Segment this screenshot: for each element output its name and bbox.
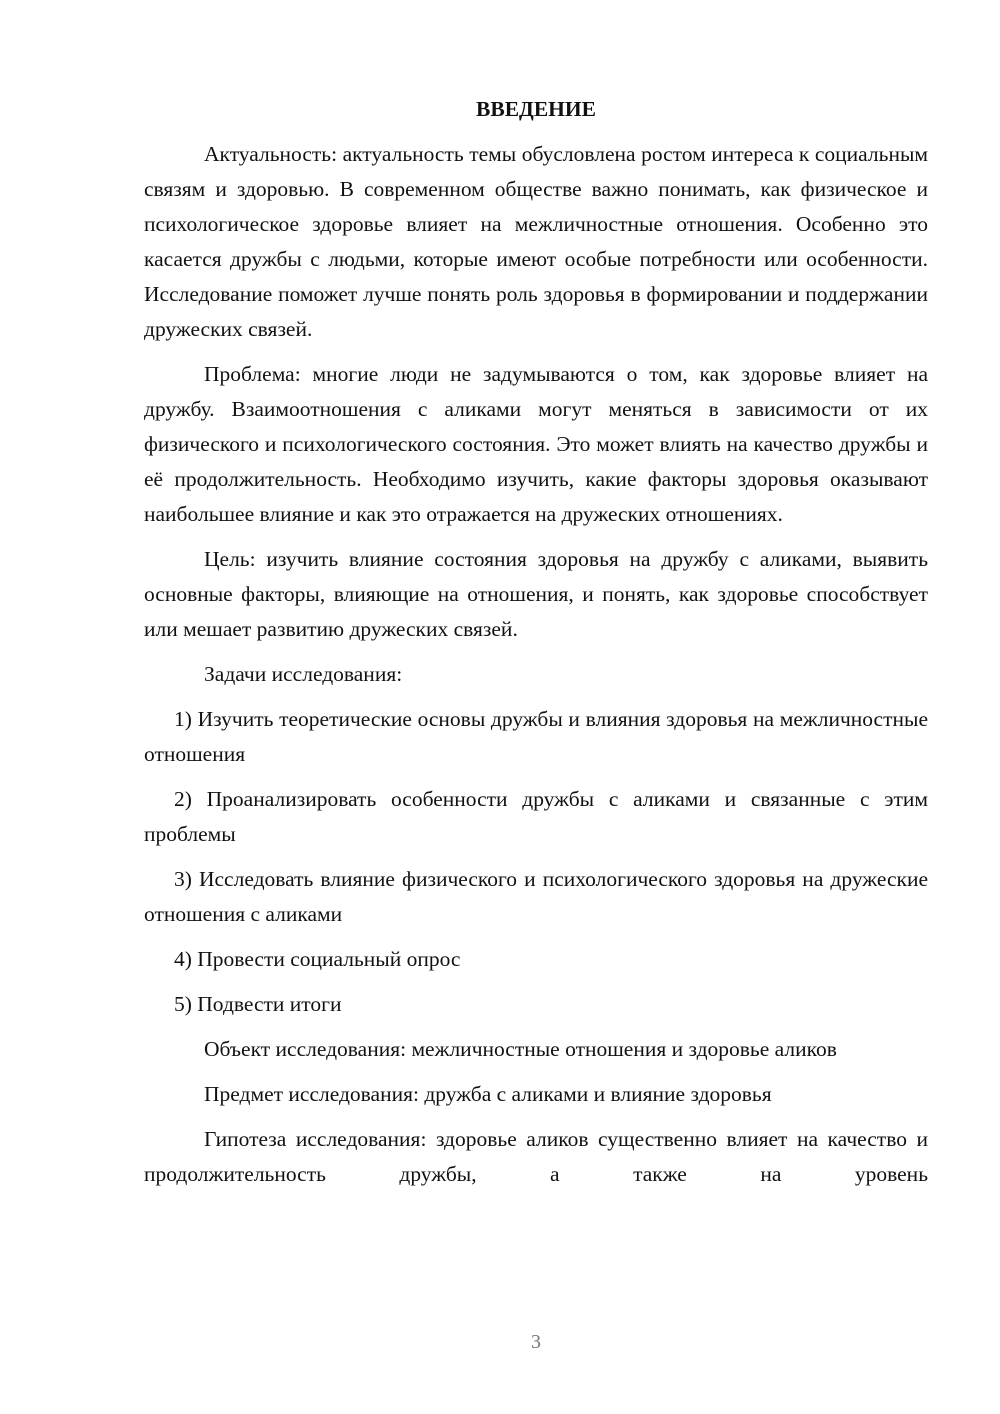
paragraph-relevance: Актуальность: актуальность темы обусловлена ростом интереса к социальным связям и здоровью. В современном обществе важно понимать, как физическое и психологическое здоровье влияет на межличностные отношения. Особенно это касается дружбы с людьми, которые имеют особые потребности или особенности. Исследование поможет лучше понять роль здоровья в формировании и поддержании дружеских связей. bbox=[144, 142, 928, 341]
paragraph-subject: Предмет исследования: дружба с аликами и влияние здоровья bbox=[204, 1082, 772, 1106]
task-item-2: 2) Проанализировать особенности дружбы с аликами и связанные с этим проблемы bbox=[144, 787, 928, 846]
paragraph-object: Объект исследования: межличностные отношения и здоровье аликов bbox=[204, 1037, 837, 1061]
page-number: 3 bbox=[531, 1331, 541, 1353]
paragraph-hypothesis: Гипотеза исследования: здоровье аликов существенно влияет на качество и продолжительность дружбы, а также на уровень bbox=[144, 1127, 928, 1186]
tasks-heading: Задачи исследования: bbox=[204, 662, 403, 686]
task-item-3: 3) Исследовать влияние физического и психологического здоровья на дружеские отношения с аликами bbox=[144, 867, 928, 926]
paragraph-goal: Цель: изучить влияние состояния здоровья на дружбу с аликами, выявить основные факторы, влияющие на отношения, и понять, как здоровье способствует или мешает развитию дружеских связей. bbox=[144, 547, 928, 641]
task-item-5: 5) Подвести итоги bbox=[174, 992, 342, 1016]
document-page bbox=[144, 92, 928, 1202]
paragraph-problem: Проблема: многие люди не задумываются о том, как здоровье влияет на дружбу. Взаимоотношения с аликами могут меняться в зависимости от их физического и психологического состояния. Это может влиять на качество дружбы и её продолжительность. Необходимо изучить, какие факторы здоровья оказывают наибольшее влияние и как это отражается на дружеских отношениях. bbox=[144, 362, 928, 526]
task-item-1: 1) Изучить теоретические основы дружбы и влияния здоровья на межличностные отношения bbox=[144, 707, 928, 766]
section-title: ВВЕДЕНИЕ bbox=[476, 97, 596, 121]
task-item-4: 4) Провести социальный опрос bbox=[174, 947, 461, 971]
